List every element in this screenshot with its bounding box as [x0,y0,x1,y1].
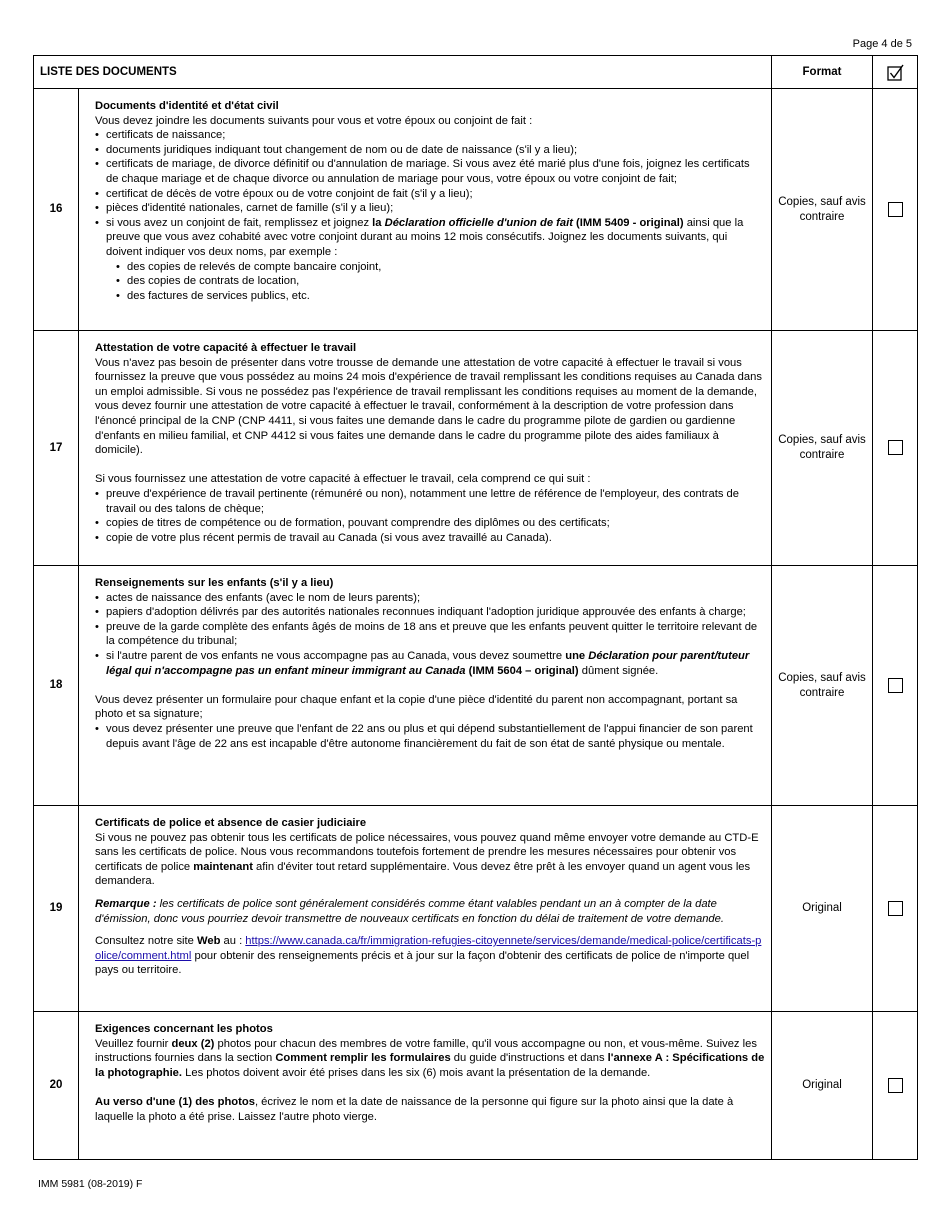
list-item: • certificats de mariage, de divorce définitif ou d'annulation de mariage. Si vous avez été marié plus d'une fois, joignez les certificats de chaque mariage et de chaque divorce ou annulation de mariage pour vous, votre époux ou votre conjoint de fait; [95,157,765,186]
section-title: Certificats de police et absence de casier judiciaire [95,817,367,829]
table-row [34,806,918,1012]
table-row [34,331,918,566]
row-description [79,806,772,1012]
requirements-list [95,128,765,303]
page-number: Page 4 de 5 [852,38,912,50]
document-checklist-table [33,55,918,1160]
row-description [79,89,772,331]
list-item: • certificats de naissance; [95,128,765,143]
table-row [34,89,918,331]
requirements-list [95,487,765,545]
list-item: • si l'autre parent de vos enfants ne vous accompagne pas au Canada, vous devez soumettre une Déclaration pour parent/tuteur légal qui n'accompagne pas un enfant mineur immigrant au Canada (IMM 5604 – original) dûment signée. [95,649,765,678]
list-item: • certificat de décès de votre époux ou de votre conjoint de fait (s'il y a lieu); [95,187,765,202]
row-description [79,566,772,806]
remark: Remarque : les certificats de police sont généralement considérés comme étant valables pendant un an à compter de la date d'émission, donc vous pourriez devoir transmettre de nouveaux certificats en fonction du délai de traitement de votre demande. [95,897,724,925]
section-intro: Vous devez joindre les documents suivants pour vous et votre époux ou conjoint de fait : [95,114,533,127]
checked-box-icon [887,64,904,81]
checkbox[interactable] [888,440,903,455]
row-number: 18 [34,566,79,806]
requirements-list [95,591,765,679]
checkbox[interactable] [888,1078,903,1093]
row-format: Original [772,806,873,1012]
row-format: Copies, sauf avis contraire [772,566,873,806]
checkbox[interactable] [888,202,903,217]
paragraph: Si vous fournissez une attestation de votre capacité à effectuer le travail, cela comprend ce qui suit : [95,473,591,486]
section-title: Attestation de votre capacité à effectuer le travail [95,342,357,354]
police-certificates-link[interactable]: https://www.canada.ca/fr/immigration-refugies-citoyennete/services/demande/medical-police/certificats-police/comment.html [95,935,762,962]
requirements-list [95,722,765,751]
list-item: • actes de naissance des enfants (avec le nom de leurs parents); [95,591,765,606]
checkbox[interactable] [888,678,903,693]
list-item: • vous devez présenter une preuve que l'enfant de 22 ans ou plus et qui dépend substantiellement de l'appui financier de son parent depuis avant l'âge de 22 ans est incapable d'être autonome financièrement du fait de son état de santé physique ou mentale. [95,722,765,751]
list-item: • des copies de relevés de compte bancaire conjoint, [116,260,765,275]
list-item: • des copies de contrats de location, [116,274,765,289]
section-title: Renseignements sur les enfants (s'il y a lieu) [95,577,334,589]
paragraph: Veuillez fournir deux (2) photos pour chacun des membres de votre famille, qu'il vous accompagne ou non, et vous-même. Suivez les instructions fournies dans la section Comment remplir les formulaires du guide d'instructions et dans l'annexe A : Spécifications de la photographie. Les photos doivent avoir été prises dans les six (6) mois avant la présentation de la demande. [95,1037,765,1079]
paragraph: Si vous ne pouvez pas obtenir tous les certificats de police nécessaires, vous pouvez quand même envoyer votre demande au CTD-E sans les certificats de police. Nous vous recommandons toutefois fortement de prendre les mesures nécessaires pour obtenir vos certificats de police maintenant afin d'éviter tout retard supplémentaire. Vous devez être prêt à les envoyer quand un agent vous les demandera. [95,831,759,888]
row-format: Copies, sauf avis contraire [772,331,873,566]
list-item: • papiers d'adoption délivrés par des autorités nationales reconnues indiquant l'adoption juridique approuvée des enfants à charge; [95,605,765,620]
format-column-header: Format [772,56,873,89]
row-number: 17 [34,331,79,566]
list-item: • copie de votre plus récent permis de travail au Canada (si vous avez travaillé au Canada). [95,531,765,546]
table-row [34,566,918,806]
row-description [79,1012,772,1160]
table-row [34,1012,918,1160]
list-item: • des factures de services publics, etc. [116,289,765,304]
row-number: 19 [34,806,79,1012]
checklist-title: LISTE DES DOCUMENTS [34,56,772,89]
section-title: Exigences concernant les photos [95,1023,273,1035]
row-format: Original [772,1012,873,1160]
list-item: • copies de titres de compétence ou de formation, pouvant comprendre des diplômes ou des certificats; [95,516,765,531]
row-number: 16 [34,89,79,331]
list-item: • preuve d'expérience de travail pertinente (rémunéré ou non), notamment une lettre de référence de l'employeur, des contrats de travail ou des talons de chèque; [95,487,765,516]
list-item: • pièces d'identité nationales, carnet de famille (s'il y a lieu); [95,201,765,216]
example-sublist [106,260,765,304]
paragraph: Vous n'avez pas besoin de présenter dans votre trousse de demande une attestation de votre capacité à effectuer le travail si vous fournissez la preuve que vous possédez au moins 24 mois d'expérience de travail remplissant les conditions requises au Canada dans un emploi admissible. Si vous ne possédez pas l'expérience de travail remplissant les conditions requises au moment de la demande, vous devez fournir une attestation de votre capacité à effectuer le travail, conformément à la description de votre profession dans l'énoncé principal de la CNP (CNP 4411, si vous faites une demande dans le cadre du programme pilote de gardien ou gardienne d'enfants en milieu familial, et CNP 4412 si vous faites une demande dans le cadre du programme pilote des aides familiaux à domicile). [95,356,762,457]
form-footer-code: IMM 5981 (08-2019) F [38,1178,143,1190]
row-number: 20 [34,1012,79,1160]
list-item: • si vous avez un conjoint de fait, remplissez et joignez la Déclaration officielle d'union de fait (IMM 5409 - original) ainsi que la preuve que vous avez cohabité avec votre conjoint durant au moins 12 mois consécutifs. Joignez les documents suivants, qui doivent indiquer vos deux noms, par exemple : • des copies de relevés de compte bancaire conjoint, • des copies de contrats de location, • des factures de services publics, etc. [95,216,765,304]
section-title: Documents d'identité et d'état civil [95,100,279,112]
list-item: • preuve de la garde complète des enfants âgés de moins de 18 ans et preuve que les enfants peuvent quitter le territoire relevant de la compétence du tribunal; [95,620,765,649]
checkmark-column-header [873,56,918,89]
checkbox[interactable] [888,901,903,916]
row-format: Copies, sauf avis contraire [772,89,873,331]
paragraph: Au verso d'une (1) des photos, écrivez le nom et la date de naissance de la personne qui figure sur la photo ainsi que la date à laquelle la photo a été prise. Laissez l'autre photo vierge. [95,1095,734,1123]
paragraph: Vous devez présenter un formulaire pour chaque enfant et la copie d'une pièce d'identité du parent non accompagnant, portant sa photo et sa signature; [95,693,738,721]
table-header-row [34,56,918,89]
row-description [79,331,772,566]
paragraph: Consultez notre site Web au : https://www.canada.ca/fr/immigration-refugies-citoyennete/services/demande/medical-police/certificats-police/comment.html pour obtenir des renseignements précis et à jour sur la façon d'obtenir des certificats de police de n'importe quel pays ou territoire. [95,935,762,977]
list-item: • documents juridiques indiquant tout changement de nom ou de date de naissance (s'il y a lieu); [95,143,765,158]
